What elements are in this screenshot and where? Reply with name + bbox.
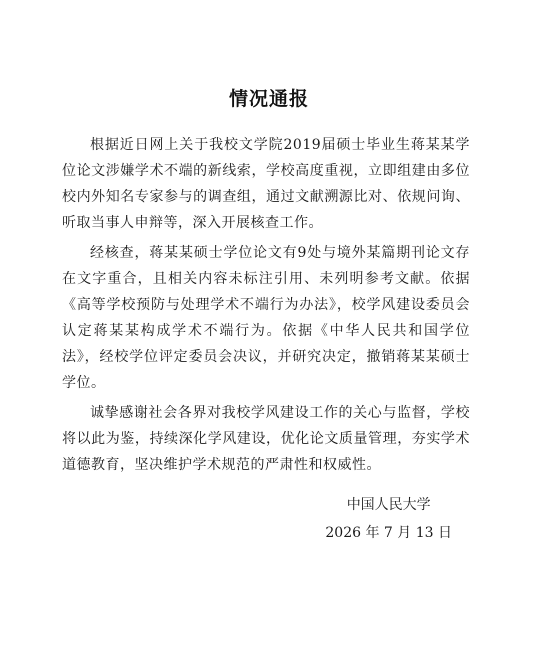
- document-body: [62, 132, 470, 482]
- signature-organization: 中国人民大学: [346, 497, 431, 513]
- signature-date: 2026 年 7 月 13 日: [325, 525, 452, 541]
- document-title: 情况通报: [228, 88, 309, 110]
- paragraph-1: 根据近日网上关于我校文学院2019届硕士毕业生蒋某某学位论文涉嫌学术不端的新线索，学校高度重视，立即组建由多位校内外知名专家参与的调查组，通过文献溯源比对、依规问询、听取当事人申辩等，深入开展核查工作。: [62, 137, 470, 231]
- signature-block: [325, 491, 452, 547]
- paragraph-2: 经核查，蒋某某硕士学位论文有9处与境外某篇期刊论文存在文字重合，且相关内容未标注引用、未列明参考文献。依据《高等学校预防与处理学术不端行为办法》，校学风建设委员会认定蒋某某构成学术不端行为。依据《中华人民共和国学位法》，经校学位评定委员会决议，并研究决定，撤销蒋某某硕士学位。: [62, 245, 470, 391]
- paragraph-3: 诚挚感谢社会各界对我校学风建设工作的关心与监督，学校将以此为鉴，持续深化学风建设，优化论文质量管理，夯实学术道德教育，坚决维护学术规范的严肃性和权威性。: [62, 405, 470, 473]
